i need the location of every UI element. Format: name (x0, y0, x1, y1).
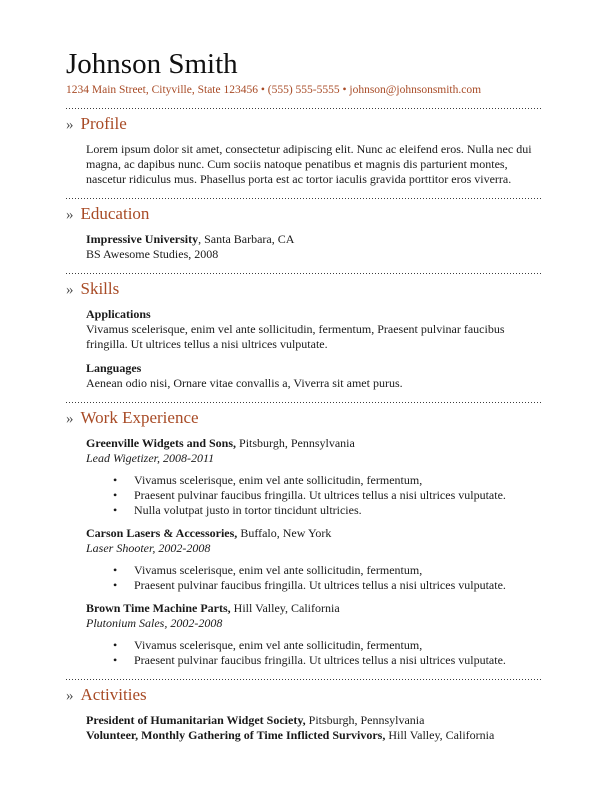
section-marker-icon: » (66, 688, 74, 704)
company-location: Hill Valley, California (230, 601, 340, 615)
skill-group-text: Aenean odio nisi, Ornare vitae convallis a, Viverra sit amet purus. (86, 376, 403, 390)
section-education (66, 198, 541, 262)
job-entry (86, 436, 541, 518)
job-entry (86, 601, 541, 668)
skills-body (86, 307, 541, 391)
job-bullet-list (86, 638, 541, 668)
job-bullet: • Praesent pulvinar faucibus fringilla. Ut ultrices tellus a nisi ultrices vulputate. (113, 653, 541, 668)
activity-role: Volunteer, Monthly Gathering of Time Inflicted Survivors, (86, 728, 386, 742)
section-divider (66, 198, 541, 199)
section-marker-icon: » (66, 282, 74, 298)
section-title-activities (66, 685, 541, 706)
work-experience-body (86, 436, 541, 668)
person-name: Johnson Smith (66, 48, 238, 80)
company-name: Greenville Widgets and Sons, (86, 436, 237, 450)
company-name: Brown Time Machine Parts, (86, 601, 231, 615)
company-location: Pitsburgh, Pennsylvania (236, 436, 355, 450)
school-location: , Santa Barbara, CA (198, 232, 295, 246)
job-bullet: • Vivamus scelerisque, enim vel ante sollicitudin, fermentum, (113, 638, 541, 653)
activities-body (86, 713, 541, 743)
activity-entry (86, 713, 541, 728)
job-bullet: • Vivamus scelerisque, enim vel ante sollicitudin, fermentum, (113, 563, 541, 578)
section-title-text: Education (80, 204, 150, 223)
section-skills (66, 273, 541, 391)
job-role-line: Lead Wigetizer, 2008-2011 (86, 451, 215, 465)
section-divider (66, 679, 541, 680)
school-name: Impressive University (86, 232, 199, 246)
education-school-line (86, 232, 541, 247)
activity-location: Pitsburgh, Pennsylvania (305, 713, 425, 727)
section-title-text: Skills (80, 279, 120, 298)
section-title-profile (66, 114, 541, 135)
job-bullet: • Praesent pulvinar faucibus fringilla. Ut ultrices tellus a nisi ultrices vulputate. (113, 578, 541, 593)
profile-paragraph: Lorem ipsum dolor sit amet, consectetur adipiscing elit. Nunc ac eleifend eros. Nulla nec dui magna, ac dapibus nunc. Cum sociis natoque penatibus et magnis dis parturient montes, nascetur ridiculus mus. Phasellus porta est ac tortor iaculis gravida porttitor eros viverra. (86, 142, 532, 186)
section-marker-icon: » (66, 117, 74, 133)
section-marker-icon: » (66, 207, 74, 223)
activity-role: President of Humanitarian Widget Society, (86, 713, 306, 727)
section-title-education (66, 204, 541, 225)
job-role-line: Laser Shooter, 2002-2008 (86, 541, 211, 555)
job-company-line (86, 436, 541, 451)
profile-body (86, 142, 541, 187)
skill-group-applications (86, 307, 541, 352)
job-bullet: • Praesent pulvinar faucibus fringilla. Ut ultrices tellus a nisi ultrices vulputate. (113, 488, 541, 503)
education-degree-line: BS Awesome Studies, 2008 (86, 247, 219, 261)
skill-group-name: Languages (86, 361, 142, 375)
section-profile (66, 108, 541, 187)
education-body (86, 232, 541, 262)
company-location: Buffalo, New York (237, 526, 332, 540)
section-activities (66, 679, 541, 743)
section-title-text: Work Experience (80, 408, 199, 427)
section-divider (66, 108, 541, 109)
job-bullet: • Nulla volutpat justo in tortor tincidunt ultricies. (113, 503, 541, 518)
section-divider (66, 273, 541, 274)
section-divider (66, 402, 541, 403)
company-name: Carson Lasers & Accessories, (86, 526, 238, 540)
job-entry (86, 526, 541, 593)
section-title-skills (66, 279, 541, 300)
activity-location: Hill Valley, California (385, 728, 495, 742)
skill-group-name: Applications (86, 307, 151, 321)
job-company-line (86, 526, 541, 541)
contact-line: 1234 Main Street, Cityville, State 123456 • (555) 555-5555 • johnson@johnsonsmith.com (66, 84, 482, 96)
job-bullet: • Vivamus scelerisque, enim vel ante sollicitudin, fermentum, (113, 473, 541, 488)
section-work-experience (66, 402, 541, 668)
job-bullet-list (86, 563, 541, 593)
skill-group-languages (86, 361, 541, 391)
skill-group-text: Vivamus scelerisque, enim vel ante sollicitudin, fermentum, Praesent pulvinar faucibus fringilla. Ut ultrices tellus a nisi ultrices vulputate. (86, 322, 505, 351)
job-bullet-list (86, 473, 541, 518)
section-marker-icon: » (66, 411, 74, 427)
section-title-work-experience (66, 408, 541, 429)
section-title-text: Profile (80, 114, 127, 133)
activity-entry (86, 728, 541, 743)
job-role-line: Plutonium Sales, 2002-2008 (86, 616, 223, 630)
section-title-text: Activities (80, 685, 147, 704)
job-company-line (86, 601, 541, 616)
